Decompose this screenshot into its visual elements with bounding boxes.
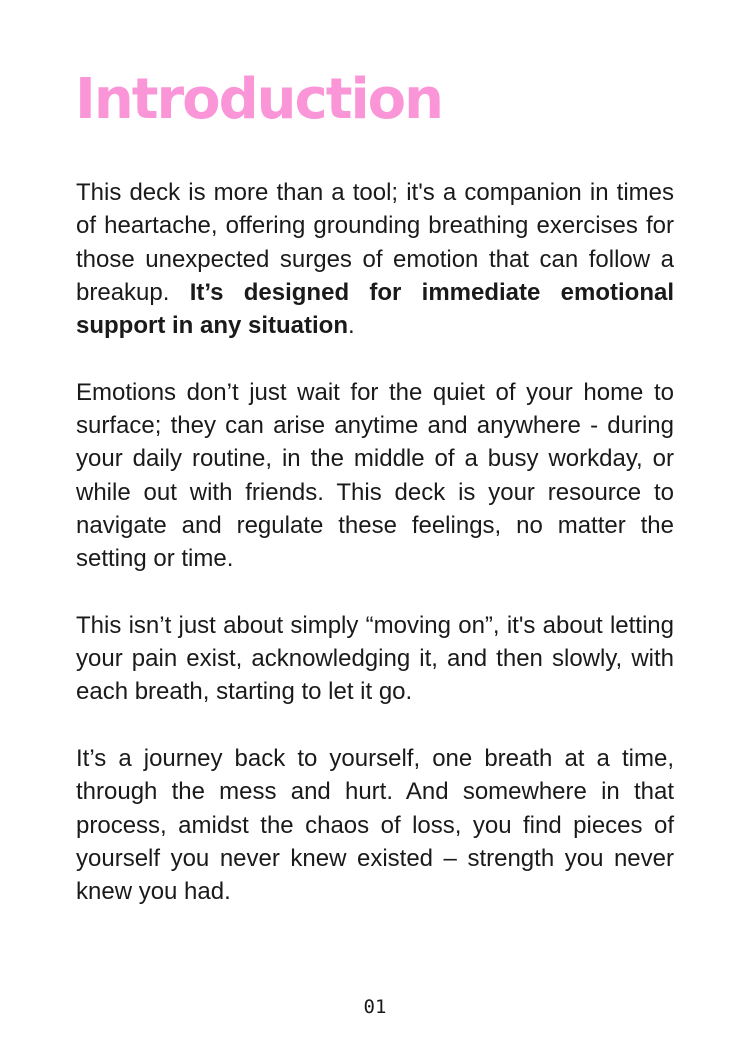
- intro-body: [76, 176, 674, 909]
- paragraph-3: This isn’t just about simply “moving on”, it's about letting your pain exist, acknowledging it, and then slowly, with each breath, starting to let it go.: [76, 611, 674, 706]
- page-number: 01: [363, 996, 387, 1018]
- page-title: Introduction: [75, 67, 443, 132]
- paragraph-1-text: This deck is more than a tool; it's a companion in times of heartache, offering grounding breathing exercises for those unexpected surges of emotion that can follow a breakup.: [76, 179, 674, 306]
- paragraph-1-tail: .: [348, 312, 355, 340]
- paragraph-1-emphasis: It’s designed for immediate emotional support in any situation: [76, 278, 674, 340]
- paragraph-1: [76, 176, 674, 342]
- paragraph-2: Emotions don’t just wait for the quiet of your home to surface; they can arise anytime and anywhere - during your daily routine, in the middle of a busy workday, or while out with friends. This deck is your resource to navigate and regulate these feelings, no matter the setting or time.: [76, 378, 674, 573]
- paragraph-4: It’s a journey back to yourself, one breath at a time, through the mess and hurt. And somewhere in that process, amidst the chaos of loss, you find pieces of yourself you never knew existed – strength you never knew you had.: [76, 745, 674, 906]
